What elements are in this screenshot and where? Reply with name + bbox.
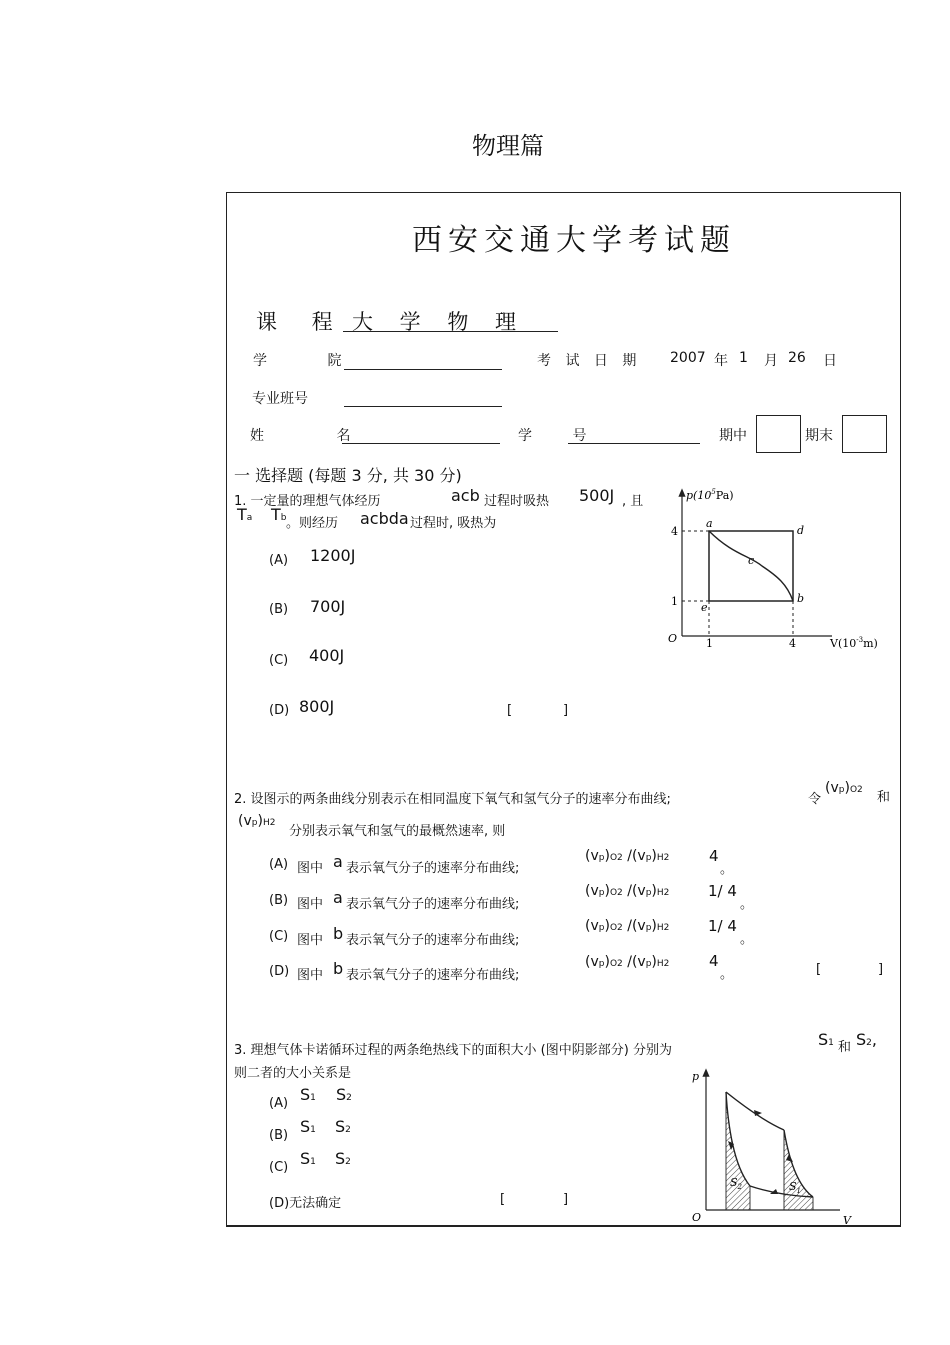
college-field[interactable]: [344, 369, 502, 370]
q2-option-d-label: (D): [269, 964, 290, 979]
origin-label: O: [692, 1211, 702, 1224]
tick-x1: 1: [706, 637, 713, 650]
section-heading: 一 选择题 (每题 3 分, 共 30 分): [234, 466, 462, 485]
x-axis-label: $V(10^{-3}m)$: [830, 636, 878, 650]
q3-s1: S1: [818, 1030, 834, 1049]
tick-y1: 1: [671, 595, 678, 608]
college-label: 学 院: [253, 353, 370, 369]
q3-carnot-diagram: [688, 1066, 863, 1226]
name-label: 姓 名: [250, 428, 385, 444]
q1-pv-diagram: [662, 484, 892, 654]
course-label: 课 程: [256, 310, 347, 334]
q1-option-a-value: 1200J: [310, 546, 356, 565]
q2-option-d-ratio: 4: [709, 952, 719, 970]
q1-option-c-label: (C): [269, 653, 289, 668]
q2-he: 和: [877, 790, 891, 805]
id-field[interactable]: [568, 443, 700, 444]
q3-option-a-label: (A): [269, 1096, 289, 1111]
q1-option-d-label: (D): [269, 703, 290, 718]
q2-option-b-formula: (vp)O2 /(vp)H2: [585, 883, 670, 899]
q3-option-a-s2: S2: [336, 1085, 352, 1104]
page-title: 物理篇: [472, 132, 544, 160]
q2-option-d-end: 。: [720, 967, 734, 982]
q2-option-a-label: (A): [269, 857, 289, 872]
shade-s2: [726, 1092, 750, 1210]
q3-option-d: (D)无法确定: [269, 1196, 342, 1211]
date-day: 26: [788, 350, 806, 366]
q2-option-d-formula: (vp)O2 /(vp)H2: [585, 954, 670, 970]
q2-option-d-pre: 图中: [297, 968, 324, 983]
q2-option-a-formula: (vp)O2 /(vp)H2: [585, 848, 670, 864]
q2-option-a-end: 。: [720, 862, 734, 877]
q2-option-b-pre: 图中: [297, 897, 324, 912]
q3-answer-bracket-close: ]: [563, 1192, 569, 1207]
q2-option-c-pre: 图中: [297, 933, 324, 948]
q2-option-c-end: 。: [740, 932, 754, 947]
q1-option-b-value: 700J: [310, 597, 346, 616]
q2-option-c-desc: 表示氧气分子的速率分布曲线;: [346, 933, 520, 948]
course-value: 大 学 物 理: [352, 310, 527, 334]
point-a: a: [706, 517, 713, 530]
tick-y4: 4: [671, 525, 678, 538]
course-underline: [343, 331, 558, 332]
q2-option-c-formula: (vp)O2 /(vp)H2: [585, 918, 670, 934]
name-field[interactable]: [342, 443, 500, 444]
q2-ling: 令: [808, 792, 822, 807]
q2-text-a: 2. 设图示的两条曲线分别表示在相同温度下氧气和氢气分子的速率分布曲线;: [234, 792, 671, 807]
q1-text-e: 过程时, 吸热为: [410, 516, 497, 531]
q3-option-b-s2: S2: [335, 1117, 351, 1136]
q1-path2: acbda: [360, 509, 409, 528]
q3-s2: S2,: [856, 1030, 877, 1049]
q1-text-c: , 且: [622, 494, 644, 509]
q3-option-c-label: (C): [269, 1160, 289, 1175]
date-month: 1: [739, 350, 748, 366]
class-label: 专业班号: [252, 391, 308, 407]
q2-vp-o2: (vp)O2: [825, 780, 863, 796]
midterm-checkbox[interactable]: [756, 415, 801, 453]
q2-option-d-desc: 表示氧气分子的速率分布曲线;: [346, 968, 520, 983]
final-label: 期末: [805, 428, 833, 444]
q2-option-b-ratio: 1/ 4: [708, 882, 737, 900]
q2-answer-bracket-close: ]: [878, 962, 884, 977]
q3-option-c-s2: S2: [335, 1149, 351, 1168]
q2-option-a-letter: a: [333, 852, 343, 871]
date-month-unit: 月: [764, 353, 778, 369]
y-axis-label: p: [692, 1070, 700, 1083]
q1-option-b-label: (B): [269, 602, 289, 617]
q2-option-c-ratio: 1/ 4: [708, 917, 737, 935]
point-e: e: [701, 601, 708, 614]
q3-option-b-label: (B): [269, 1128, 289, 1143]
q3-text-b: 则二者的大小关系是: [234, 1066, 352, 1081]
shade-label-s2: $S_2$: [730, 1176, 743, 1191]
q3-option-a-s1: S1: [300, 1085, 316, 1104]
q1-ta: Ta: [237, 505, 253, 524]
exam-title: 西安交通大学考试题: [412, 223, 736, 258]
origin-label: O: [668, 632, 678, 645]
x-axis-label: V: [843, 1214, 851, 1227]
q2-option-a-pre: 图中: [297, 861, 324, 876]
q2-option-b-end: 。: [740, 897, 754, 912]
q1-tb: Tb: [271, 505, 287, 524]
id-label: 学 号: [518, 428, 605, 444]
shade-label-s1: $S_1$: [789, 1180, 802, 1195]
shade-s1: [784, 1130, 813, 1210]
point-d: d: [797, 524, 805, 537]
q2-option-b-desc: 表示氧气分子的速率分布曲线;: [346, 897, 520, 912]
midterm-label: 期中: [719, 428, 747, 444]
q2-text-b: 分别表示氧气和氢气的最概然速率, 则: [289, 824, 506, 839]
q3-text-a: 3. 理想气体卡诺循环过程的两条绝热线下的面积大小 (图中阴影部分) 分别为: [234, 1043, 672, 1058]
q2-option-c-label: (C): [269, 929, 289, 944]
class-field[interactable]: [344, 406, 502, 407]
q1-text-a: 1. 一定量的理想气体经历: [234, 494, 381, 509]
tick-x4: 4: [789, 637, 796, 650]
q1-path1: acb: [451, 486, 480, 505]
final-checkbox[interactable]: [842, 415, 887, 453]
q1-option-d-value: 800J: [299, 697, 335, 716]
q2-option-b-label: (B): [269, 893, 289, 908]
q3-he: 和: [838, 1040, 852, 1055]
q1-heat: 500J: [579, 486, 615, 505]
q1-answer-bracket-open: [: [507, 703, 513, 718]
date-label: 考 试 日 期: [537, 353, 642, 369]
q3-option-c-s1: S1: [300, 1149, 316, 1168]
q2-answer-bracket-open: [: [816, 962, 822, 977]
q1-answer-bracket-close: ]: [563, 703, 569, 718]
q2-option-d-letter: b: [333, 959, 344, 978]
q1-text-d: 。则经历: [286, 516, 339, 531]
date-year-unit: 年: [714, 353, 728, 369]
y-axis-label: $p(10^5Pa)$: [686, 488, 734, 502]
q1-option-c-value: 400J: [309, 646, 345, 665]
q2-option-a-desc: 表示氧气分子的速率分布曲线;: [346, 861, 520, 876]
q3-option-b-s1: S1: [300, 1117, 316, 1136]
date-year: 2007: [670, 350, 706, 366]
point-b: b: [797, 592, 805, 605]
q2-option-c-letter: b: [333, 924, 344, 943]
q2-vp-h2: (vp)H2: [238, 813, 276, 829]
q2-option-a-ratio: 4: [709, 847, 719, 865]
q3-answer-bracket-open: [: [500, 1192, 506, 1207]
q2-option-b-letter: a: [333, 888, 343, 907]
point-c: c: [748, 554, 755, 567]
q1-option-a-label: (A): [269, 553, 289, 568]
date-day-unit: 日: [823, 353, 837, 369]
q1-text-b: 过程时吸热: [484, 494, 550, 509]
